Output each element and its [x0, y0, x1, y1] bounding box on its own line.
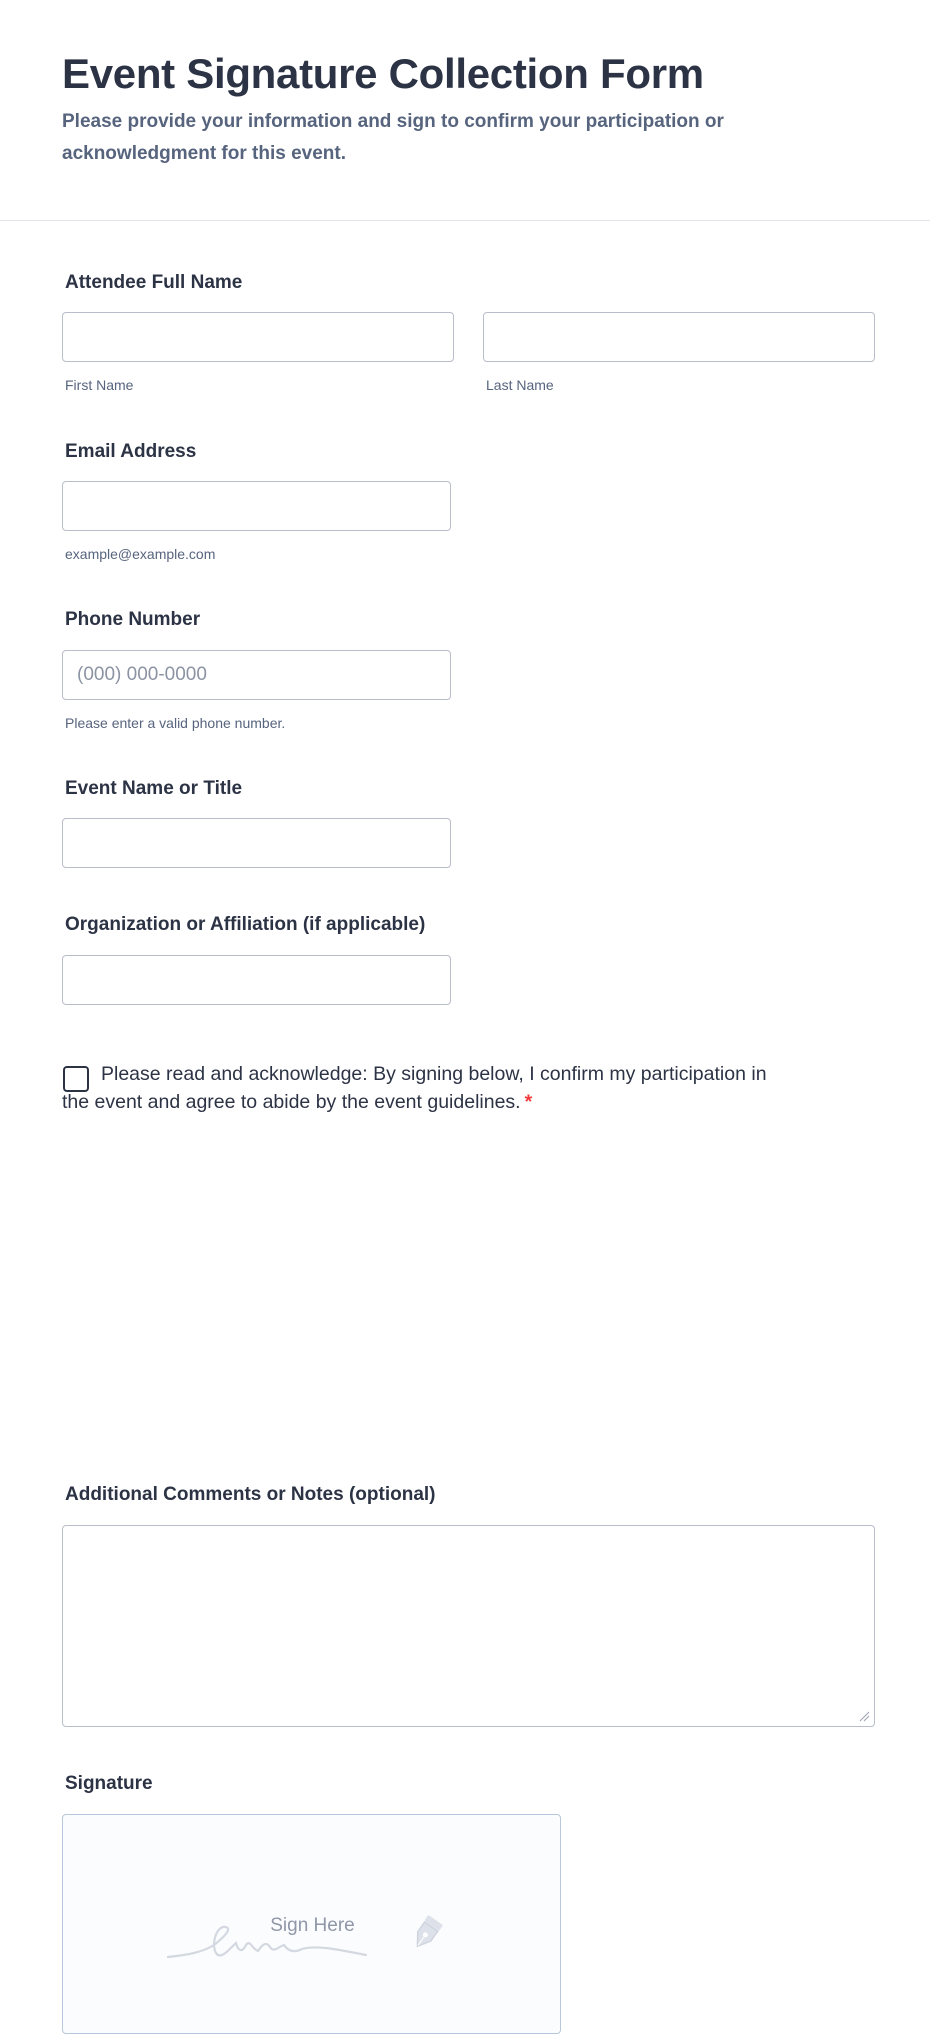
signature-label: Signature [65, 1773, 153, 1794]
email-sublabel: example@example.com [65, 546, 216, 562]
resize-handle-icon[interactable] [858, 1710, 870, 1722]
signature-pad[interactable] [62, 1814, 561, 2034]
email-label: Email Address [65, 441, 197, 462]
sign-here-placeholder: Sign Here [270, 1915, 355, 1936]
first-name-sublabel: First Name [65, 377, 134, 393]
phone-input[interactable] [62, 650, 451, 700]
phone-label: Phone Number [65, 609, 201, 630]
organization-input[interactable] [62, 955, 451, 1005]
acknowledgment-label: Please read and acknowledge: By signing below, I confirm my participation in the event and agree to abide by the event guidelines. [62, 1063, 767, 1113]
organization-label: Organization or Affiliation (if applicable) [65, 914, 426, 935]
pen-nib-icon [403, 1911, 449, 1957]
required-asterisk: * [524, 1091, 533, 1113]
first-name-input[interactable] [62, 312, 454, 362]
event-name-label: Event Name or Title [65, 778, 243, 799]
last-name-input[interactable] [483, 312, 875, 362]
event-name-input[interactable] [62, 818, 451, 868]
full-name-label: Attendee Full Name [65, 272, 243, 293]
email-input[interactable] [62, 481, 451, 531]
comments-textarea[interactable] [62, 1525, 875, 1727]
phone-sublabel: Please enter a valid phone number. [65, 715, 286, 731]
acknowledgment-text [62, 1060, 782, 1116]
comments-label: Additional Comments or Notes (optional) [65, 1484, 436, 1505]
form-title: Event Signature Collection Form [62, 50, 704, 97]
form-description: Please provide your information and sign to confirm your participation or acknowledgment for this event. [62, 111, 724, 164]
last-name-sublabel: Last Name [486, 377, 554, 393]
form-header [0, 0, 930, 221]
